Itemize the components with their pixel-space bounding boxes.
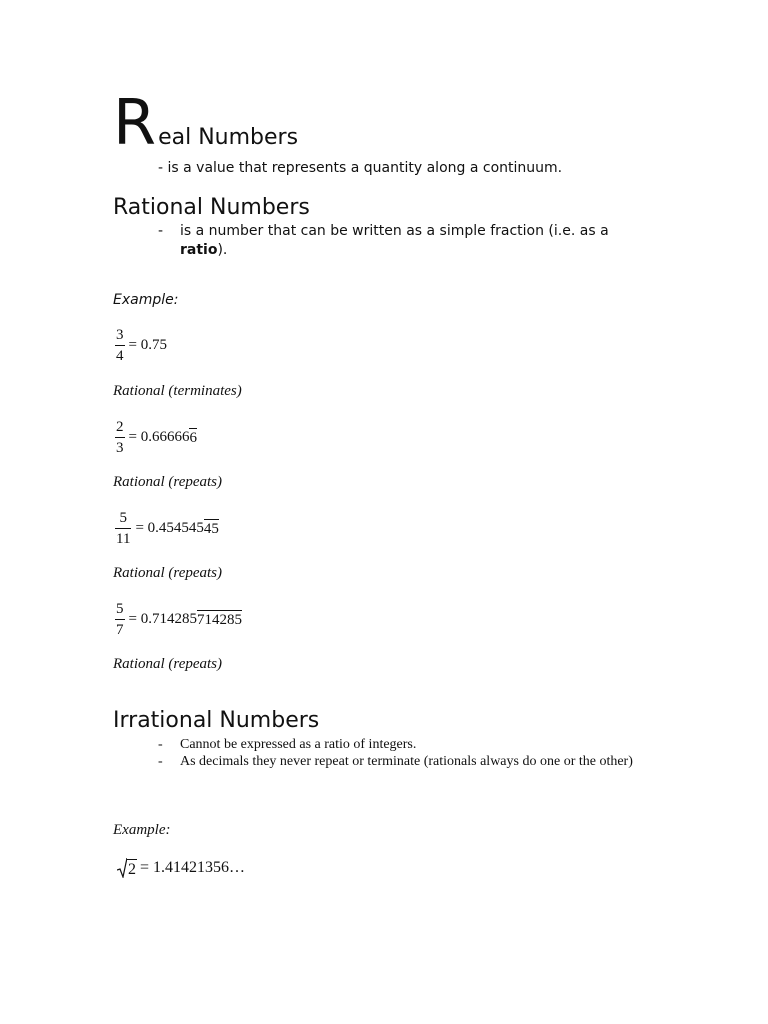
fraction: [115, 600, 125, 639]
irrational-bullet-text: As decimals they never repeat or terminate (rationals always do one or the other): [180, 754, 633, 769]
title-rest: eal Numbers: [158, 125, 299, 150]
numerator: 5: [119, 510, 127, 526]
radicand: 2: [128, 860, 136, 878]
irrational-bullet-2: [158, 753, 650, 770]
rational-bullet: [158, 222, 650, 260]
equation-value: = 0.714285: [128, 611, 197, 627]
sqrt-value: = 1.41421356: [140, 859, 230, 876]
irrational-bullet-1: [158, 736, 650, 753]
bullet-dash: -: [158, 754, 163, 769]
equation-1: [115, 326, 167, 365]
fraction: [115, 418, 125, 457]
equation-value: = 0.454545: [135, 520, 204, 536]
sqrt-equation: [117, 858, 245, 878]
ellipsis: …: [229, 859, 246, 876]
radical: [117, 858, 137, 878]
repeating-digits: 45: [203, 521, 219, 537]
bullet-text-after: ).: [217, 242, 228, 258]
bullet-dash: -: [158, 223, 164, 239]
real-numbers-definition: - is a value that represents a quantity along a continuum.: [158, 160, 563, 176]
rational-example-label: Example:: [113, 292, 179, 308]
equation-value: = 0.66666: [128, 429, 190, 445]
fraction-bar: [115, 619, 125, 620]
irrational-example-label: Example:: [113, 822, 171, 838]
equation-2: [115, 418, 197, 457]
denominator: 7: [116, 622, 124, 638]
denominator: 3: [116, 440, 124, 456]
fraction: [115, 326, 125, 365]
repeating-digits: 6: [189, 430, 197, 446]
denominator: 11: [116, 531, 131, 547]
numerator: 2: [116, 419, 124, 435]
title-dropcap: R: [113, 86, 157, 159]
caption-2: Rational (repeats): [113, 474, 223, 490]
rational-heading: Rational Numbers: [113, 195, 310, 220]
fraction: [115, 509, 131, 548]
equation-value: = 0.75: [128, 337, 167, 353]
bullet-text-before: is a number that can be written as a simple fraction (i.e. as a: [180, 223, 609, 239]
caption-1: Rational (terminates): [113, 383, 242, 399]
irrational-heading: Irrational Numbers: [113, 708, 320, 733]
equation-4: [115, 600, 242, 639]
irrational-bullet-text: Cannot be expressed as a ratio of integers.: [180, 737, 417, 752]
bullet-dash: -: [158, 737, 163, 752]
caption-4: Rational (repeats): [113, 656, 223, 672]
denominator: 4: [116, 348, 124, 364]
equation-3: [115, 509, 219, 548]
fraction-bar: [115, 528, 131, 529]
bullet-text-bold: ratio: [180, 242, 218, 258]
radical-sign-icon: [117, 858, 127, 878]
rational-bullet-text: [180, 222, 650, 260]
caption-3: Rational (repeats): [113, 565, 223, 581]
repeating-digits: 714285: [196, 612, 242, 628]
numerator: 3: [116, 327, 124, 343]
page-title: [113, 86, 299, 159]
fraction-bar: [115, 437, 125, 438]
numerator: 5: [116, 601, 124, 617]
fraction-bar: [115, 345, 125, 346]
